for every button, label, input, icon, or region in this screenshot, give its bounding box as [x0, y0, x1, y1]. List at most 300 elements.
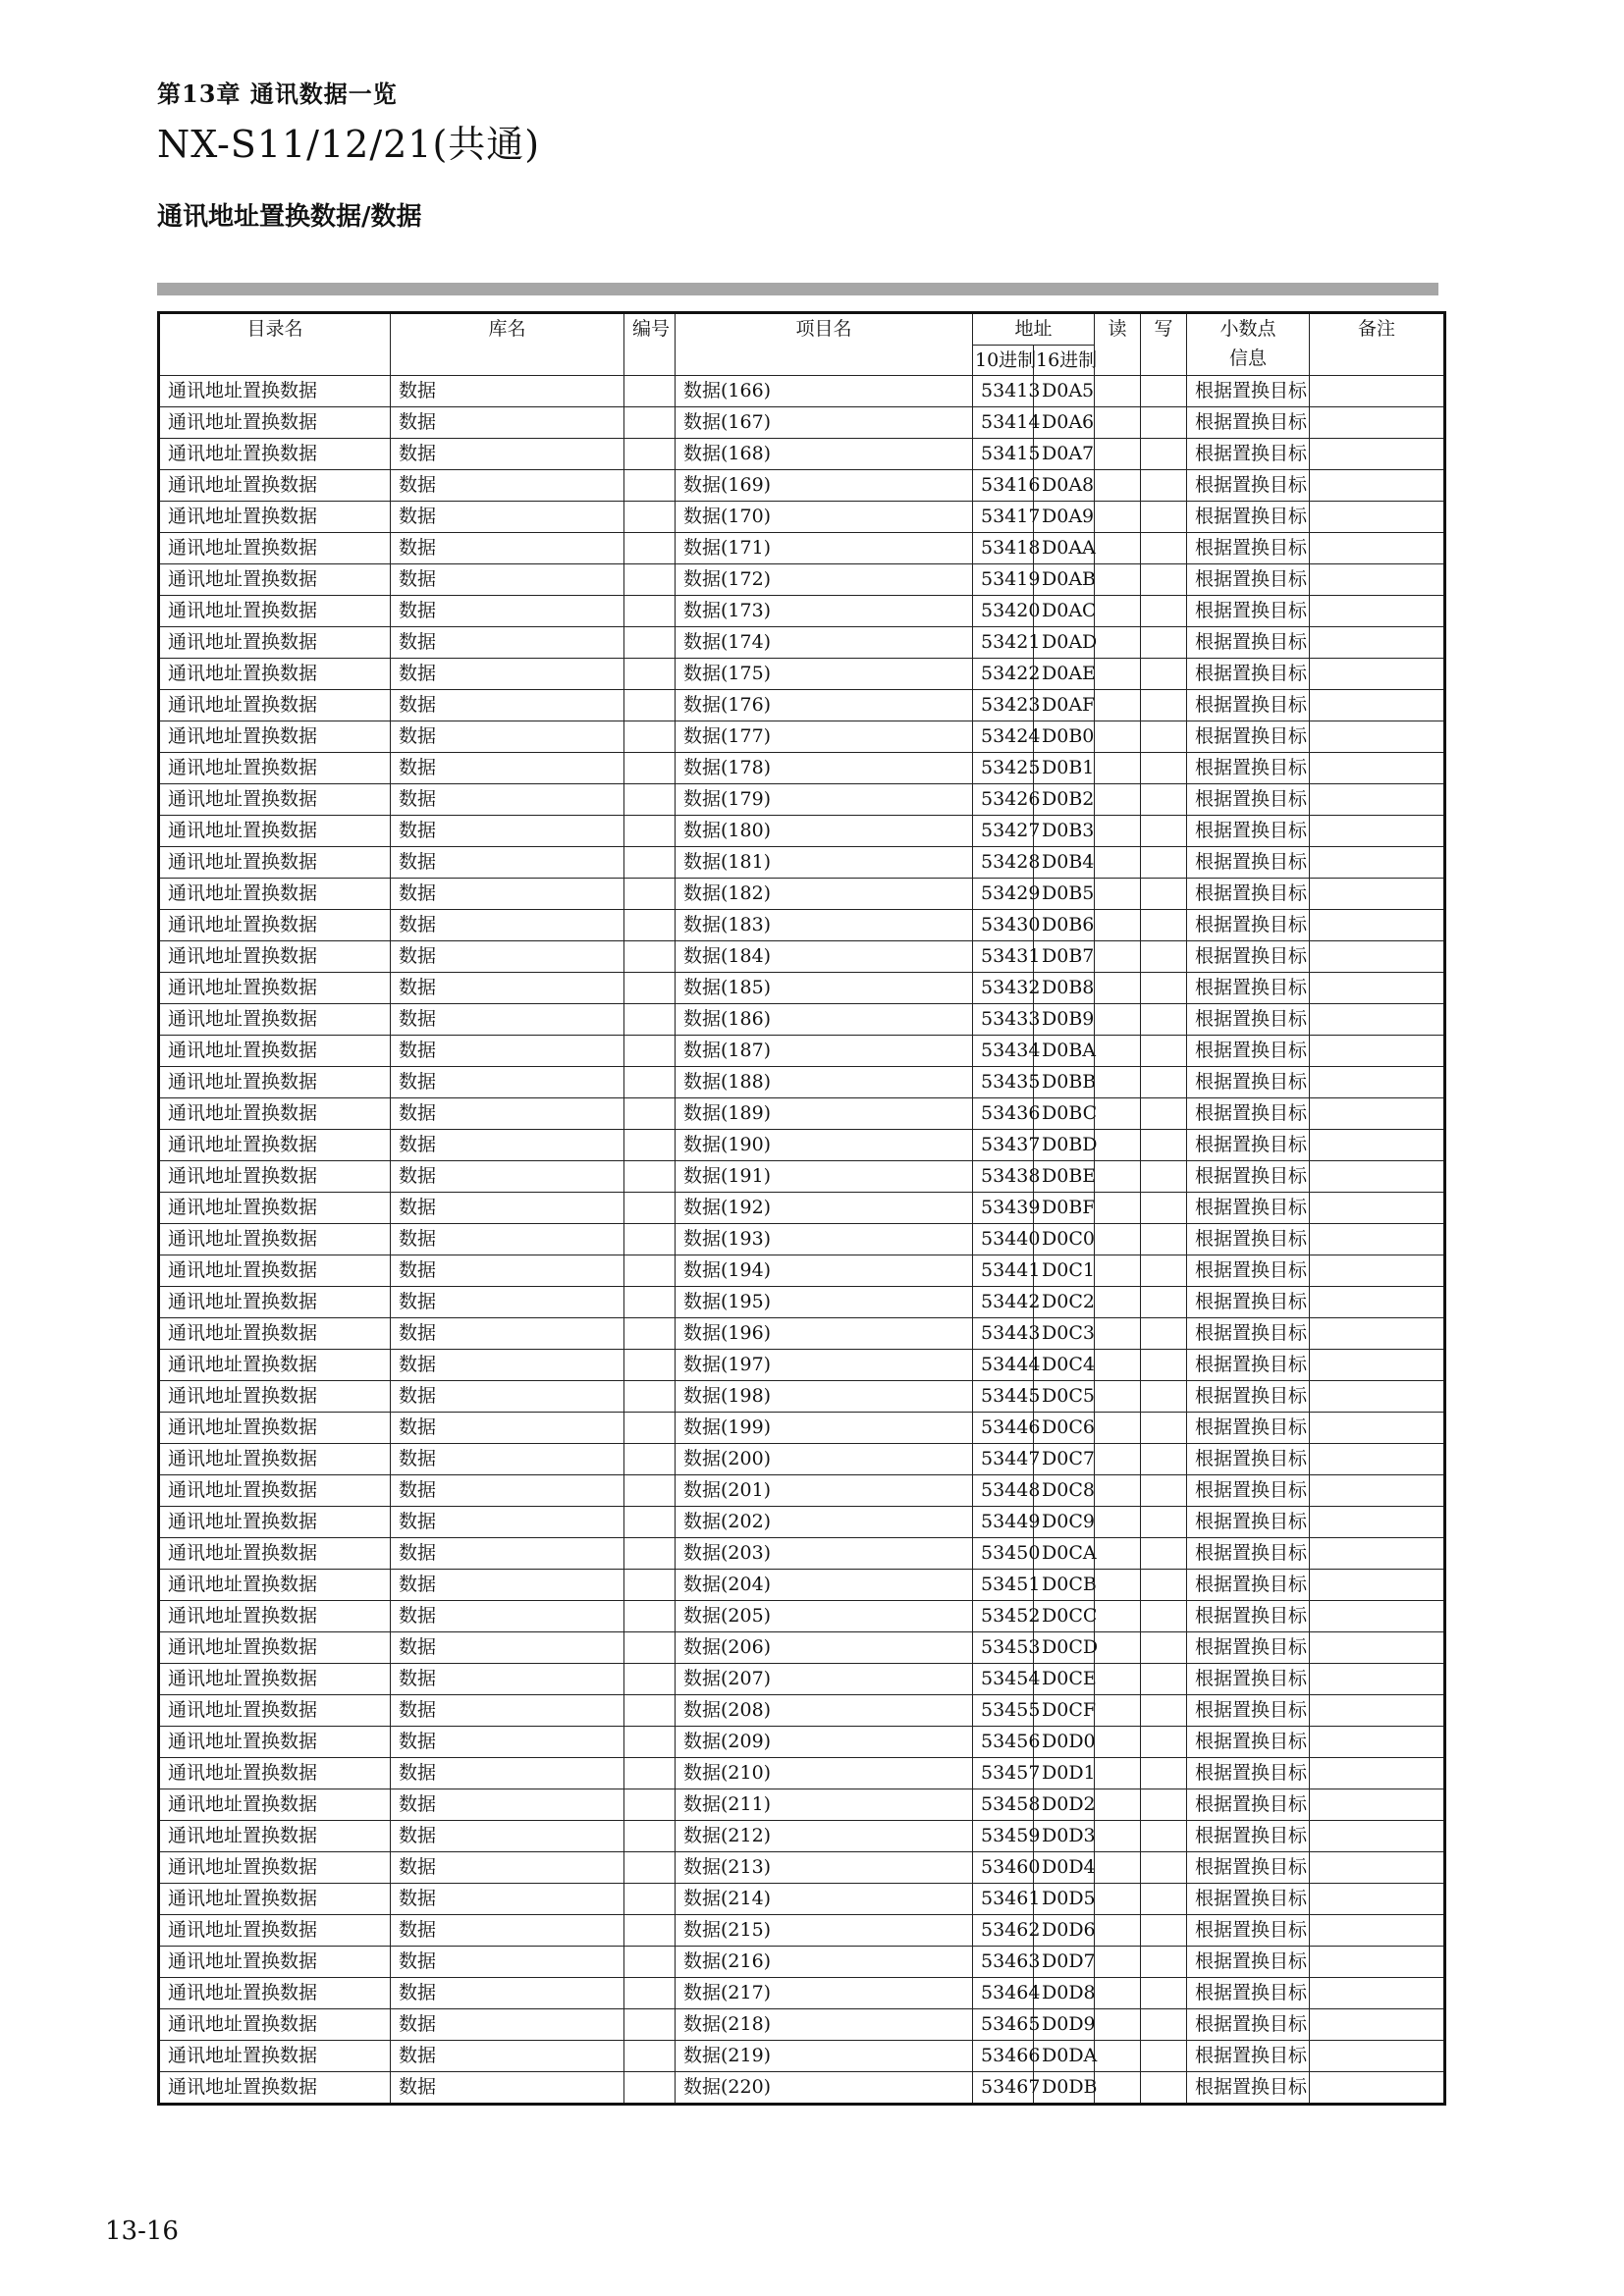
- cell-item: 数据(171): [676, 533, 973, 564]
- cell-decimal: 根据置换目标: [1187, 784, 1310, 816]
- cell-remarks: [1310, 1538, 1445, 1570]
- cell-number: [624, 407, 676, 439]
- table-row: [159, 1852, 1445, 1884]
- cell-number: [624, 1789, 676, 1821]
- cell-decimal: 根据置换目标: [1187, 1727, 1310, 1758]
- cell-number: [624, 1538, 676, 1570]
- cell-hex: D0C0: [1034, 1224, 1095, 1255]
- table-row: [159, 1884, 1445, 1915]
- table-row: [159, 470, 1445, 502]
- cell-read: [1095, 1413, 1141, 1444]
- cell-item: 数据(185): [676, 973, 973, 1004]
- cell-write: [1141, 847, 1187, 879]
- cell-hex: D0D8: [1034, 1978, 1095, 2009]
- cell-read: [1095, 1161, 1141, 1193]
- table-row: [159, 533, 1445, 564]
- cell-decimal: 根据置换目标: [1187, 564, 1310, 596]
- cell-number: [624, 1444, 676, 1475]
- cell-read: [1095, 1884, 1141, 1915]
- table-row: [159, 1287, 1445, 1318]
- cell-decimal: 根据置换目标: [1187, 1978, 1310, 2009]
- cell-write: [1141, 1915, 1187, 1947]
- cell-write: [1141, 879, 1187, 910]
- table-row: [159, 1695, 1445, 1727]
- cell-number: [624, 1381, 676, 1413]
- cell-read: [1095, 2009, 1141, 2041]
- cell-write: [1141, 1381, 1187, 1413]
- header-decimal-info: [1187, 313, 1310, 376]
- cell-decimal: 根据置换目标: [1187, 533, 1310, 564]
- cell-decimal: 根据置换目标: [1187, 721, 1310, 753]
- cell-read: [1095, 2072, 1141, 2105]
- cell-catalog: 通讯地址置换数据: [159, 1381, 391, 1413]
- cell-number: [624, 1632, 676, 1664]
- cell-hex: D0D2: [1034, 1789, 1095, 1821]
- table-row: [159, 721, 1445, 753]
- cell-item: 数据(170): [676, 502, 973, 533]
- cell-number: [624, 564, 676, 596]
- cell-number: [624, 1130, 676, 1161]
- cell-read: [1095, 1789, 1141, 1821]
- cell-write: [1141, 816, 1187, 847]
- table-row: [159, 564, 1445, 596]
- cell-number: [624, 502, 676, 533]
- cell-decimal: 根据置换目标: [1187, 1413, 1310, 1444]
- cell-read: [1095, 1978, 1141, 2009]
- cell-read: [1095, 816, 1141, 847]
- cell-dec: 53457: [973, 1758, 1034, 1789]
- cell-catalog: 通讯地址置换数据: [159, 1947, 391, 1978]
- cell-library: 数据: [391, 1036, 624, 1067]
- cell-dec: 53442: [973, 1287, 1034, 1318]
- cell-decimal: 根据置换目标: [1187, 1632, 1310, 1664]
- cell-write: [1141, 1004, 1187, 1036]
- cell-decimal: 根据置换目标: [1187, 1821, 1310, 1852]
- cell-write: [1141, 659, 1187, 690]
- cell-read: [1095, 1852, 1141, 1884]
- cell-write: [1141, 1130, 1187, 1161]
- cell-remarks: [1310, 2041, 1445, 2072]
- cell-hex: D0CB: [1034, 1570, 1095, 1601]
- cell-dec: 53432: [973, 973, 1034, 1004]
- communication-data-table: [157, 311, 1446, 2106]
- cell-read: [1095, 439, 1141, 470]
- cell-number: [624, 910, 676, 941]
- cell-dec: 53414: [973, 407, 1034, 439]
- cell-dec: 53446: [973, 1413, 1034, 1444]
- cell-remarks: [1310, 470, 1445, 502]
- cell-decimal: 根据置换目标: [1187, 439, 1310, 470]
- cell-item: 数据(210): [676, 1758, 973, 1789]
- cell-item: 数据(220): [676, 2072, 973, 2105]
- cell-decimal: 根据置换目标: [1187, 1318, 1310, 1350]
- cell-remarks: [1310, 941, 1445, 973]
- cell-decimal: 根据置换目标: [1187, 627, 1310, 659]
- cell-dec: 53453: [973, 1632, 1034, 1664]
- header-remarks: 备注: [1310, 313, 1445, 376]
- table-row: [159, 2009, 1445, 2041]
- cell-catalog: 通讯地址置换数据: [159, 1852, 391, 1884]
- cell-remarks: [1310, 439, 1445, 470]
- cell-catalog: 通讯地址置换数据: [159, 407, 391, 439]
- cell-remarks: [1310, 1224, 1445, 1255]
- cell-read: [1095, 659, 1141, 690]
- cell-item: 数据(168): [676, 439, 973, 470]
- cell-dec: 53434: [973, 1036, 1034, 1067]
- cell-remarks: [1310, 1789, 1445, 1821]
- cell-hex: D0B0: [1034, 721, 1095, 753]
- table-header: [159, 313, 1445, 376]
- cell-library: 数据: [391, 1067, 624, 1098]
- cell-remarks: [1310, 1161, 1445, 1193]
- cell-library: 数据: [391, 1947, 624, 1978]
- cell-item: 数据(212): [676, 1821, 973, 1852]
- cell-dec: 53422: [973, 659, 1034, 690]
- cell-number: [624, 1413, 676, 1444]
- cell-write: [1141, 973, 1187, 1004]
- cell-library: 数据: [391, 376, 624, 407]
- cell-read: [1095, 1004, 1141, 1036]
- cell-read: [1095, 1193, 1141, 1224]
- cell-decimal: 根据置换目标: [1187, 1255, 1310, 1287]
- cell-decimal: 根据置换目标: [1187, 1224, 1310, 1255]
- cell-hex: D0A7: [1034, 439, 1095, 470]
- cell-item: 数据(184): [676, 941, 973, 973]
- cell-item: 数据(193): [676, 1224, 973, 1255]
- cell-item: 数据(166): [676, 376, 973, 407]
- cell-library: 数据: [391, 1570, 624, 1601]
- cell-read: [1095, 470, 1141, 502]
- cell-decimal: 根据置换目标: [1187, 816, 1310, 847]
- table-row: [159, 910, 1445, 941]
- cell-hex: D0BB: [1034, 1067, 1095, 1098]
- cell-number: [624, 1318, 676, 1350]
- cell-remarks: [1310, 627, 1445, 659]
- cell-dec: 53417: [973, 502, 1034, 533]
- cell-read: [1095, 1947, 1141, 1978]
- cell-dec: 53440: [973, 1224, 1034, 1255]
- cell-dec: 53431: [973, 941, 1034, 973]
- cell-catalog: 通讯地址置换数据: [159, 1350, 391, 1381]
- cell-hex: D0A6: [1034, 407, 1095, 439]
- table-row: [159, 1915, 1445, 1947]
- cell-write: [1141, 1318, 1187, 1350]
- cell-number: [624, 1287, 676, 1318]
- table-row: [159, 753, 1445, 784]
- cell-remarks: [1310, 1884, 1445, 1915]
- cell-library: 数据: [391, 1789, 624, 1821]
- cell-catalog: 通讯地址置换数据: [159, 564, 391, 596]
- header-hex: 16进制: [1034, 346, 1095, 376]
- cell-hex: D0C4: [1034, 1350, 1095, 1381]
- cell-write: [1141, 407, 1187, 439]
- cell-item: 数据(202): [676, 1507, 973, 1538]
- cell-remarks: [1310, 1727, 1445, 1758]
- cell-library: 数据: [391, 1413, 624, 1444]
- cell-read: [1095, 973, 1141, 1004]
- cell-catalog: 通讯地址置换数据: [159, 1224, 391, 1255]
- cell-hex: D0D0: [1034, 1727, 1095, 1758]
- cell-library: 数据: [391, 1350, 624, 1381]
- table-row: [159, 1978, 1445, 2009]
- cell-library: 数据: [391, 941, 624, 973]
- cell-number: [624, 1727, 676, 1758]
- cell-read: [1095, 1821, 1141, 1852]
- cell-write: [1141, 376, 1187, 407]
- cell-dec: 53466: [973, 2041, 1034, 2072]
- table-row: [159, 1255, 1445, 1287]
- cell-catalog: 通讯地址置换数据: [159, 753, 391, 784]
- cell-library: 数据: [391, 1004, 624, 1036]
- cell-library: 数据: [391, 502, 624, 533]
- table-row: [159, 1350, 1445, 1381]
- cell-catalog: 通讯地址置换数据: [159, 1098, 391, 1130]
- cell-dec: 53429: [973, 879, 1034, 910]
- cell-item: 数据(219): [676, 2041, 973, 2072]
- cell-read: [1095, 1036, 1141, 1067]
- cell-remarks: [1310, 879, 1445, 910]
- cell-remarks: [1310, 1444, 1445, 1475]
- cell-number: [624, 2072, 676, 2105]
- cell-write: [1141, 627, 1187, 659]
- cell-read: [1095, 627, 1141, 659]
- cell-read: [1095, 941, 1141, 973]
- cell-library: 数据: [391, 1255, 624, 1287]
- cell-hex: D0D4: [1034, 1852, 1095, 1884]
- cell-dec: 53437: [973, 1130, 1034, 1161]
- table-row: [159, 784, 1445, 816]
- table-row: [159, 973, 1445, 1004]
- cell-item: 数据(178): [676, 753, 973, 784]
- cell-dec: 53430: [973, 910, 1034, 941]
- cell-read: [1095, 1350, 1141, 1381]
- table-row: [159, 1004, 1445, 1036]
- cell-remarks: [1310, 407, 1445, 439]
- cell-catalog: 通讯地址置换数据: [159, 1161, 391, 1193]
- cell-write: [1141, 1727, 1187, 1758]
- cell-catalog: 通讯地址置换数据: [159, 690, 391, 721]
- cell-remarks: [1310, 721, 1445, 753]
- cell-hex: D0C5: [1034, 1381, 1095, 1413]
- cell-library: 数据: [391, 1632, 624, 1664]
- cell-item: 数据(186): [676, 1004, 973, 1036]
- cell-dec: 53441: [973, 1255, 1034, 1287]
- cell-read: [1095, 1130, 1141, 1161]
- section-title: 通讯地址置换数据/数据: [157, 202, 422, 232]
- cell-hex: D0DA: [1034, 2041, 1095, 2072]
- cell-write: [1141, 1695, 1187, 1727]
- cell-dec: 53462: [973, 1915, 1034, 1947]
- cell-number: [624, 816, 676, 847]
- cell-dec: 53455: [973, 1695, 1034, 1727]
- cell-dec: 53456: [973, 1727, 1034, 1758]
- cell-decimal: 根据置换目标: [1187, 1758, 1310, 1789]
- header-library: 库名: [391, 313, 624, 376]
- cell-number: [624, 533, 676, 564]
- cell-item: 数据(214): [676, 1884, 973, 1915]
- cell-remarks: [1310, 1664, 1445, 1695]
- cell-decimal: 根据置换目标: [1187, 1004, 1310, 1036]
- table-row: [159, 1664, 1445, 1695]
- cell-dec: 53461: [973, 1884, 1034, 1915]
- cell-remarks: [1310, 2009, 1445, 2041]
- cell-decimal: 根据置换目标: [1187, 1789, 1310, 1821]
- cell-write: [1141, 1947, 1187, 1978]
- cell-dec: 53444: [973, 1350, 1034, 1381]
- cell-decimal: 根据置换目标: [1187, 1664, 1310, 1695]
- cell-catalog: 通讯地址置换数据: [159, 470, 391, 502]
- cell-hex: D0C8: [1034, 1475, 1095, 1507]
- header-decimal-line1: 小数点: [1219, 318, 1276, 340]
- cell-read: [1095, 1224, 1141, 1255]
- cell-decimal: 根据置换目标: [1187, 1947, 1310, 1978]
- cell-decimal: 根据置换目标: [1187, 2009, 1310, 2041]
- cell-read: [1095, 1098, 1141, 1130]
- cell-write: [1141, 564, 1187, 596]
- cell-library: 数据: [391, 627, 624, 659]
- cell-hex: D0C7: [1034, 1444, 1095, 1475]
- cell-number: [624, 1098, 676, 1130]
- cell-write: [1141, 1036, 1187, 1067]
- cell-catalog: 通讯地址置换数据: [159, 2072, 391, 2105]
- cell-read: [1095, 1255, 1141, 1287]
- cell-catalog: 通讯地址置换数据: [159, 1884, 391, 1915]
- cell-decimal: 根据置换目标: [1187, 1444, 1310, 1475]
- cell-item: 数据(173): [676, 596, 973, 627]
- cell-hex: D0D3: [1034, 1821, 1095, 1852]
- cell-decimal: 根据置换目标: [1187, 1381, 1310, 1413]
- cell-item: 数据(207): [676, 1664, 973, 1695]
- cell-dec: 53465: [973, 2009, 1034, 2041]
- cell-library: 数据: [391, 564, 624, 596]
- cell-hex: D0DB: [1034, 2072, 1095, 2105]
- table-body: [159, 376, 1445, 2105]
- cell-write: [1141, 470, 1187, 502]
- cell-decimal: 根据置换目标: [1187, 1161, 1310, 1193]
- cell-catalog: 通讯地址置换数据: [159, 659, 391, 690]
- cell-hex: D0B1: [1034, 753, 1095, 784]
- cell-number: [624, 2041, 676, 2072]
- cell-catalog: 通讯地址置换数据: [159, 1507, 391, 1538]
- cell-item: 数据(197): [676, 1350, 973, 1381]
- cell-hex: D0B5: [1034, 879, 1095, 910]
- cell-remarks: [1310, 1287, 1445, 1318]
- cell-catalog: 通讯地址置换数据: [159, 439, 391, 470]
- cell-dec: 53433: [973, 1004, 1034, 1036]
- cell-item: 数据(205): [676, 1601, 973, 1632]
- cell-catalog: 通讯地址置换数据: [159, 1287, 391, 1318]
- table-row: [159, 941, 1445, 973]
- cell-dec: 53467: [973, 2072, 1034, 2105]
- cell-catalog: 通讯地址置换数据: [159, 879, 391, 910]
- cell-write: [1141, 910, 1187, 941]
- cell-write: [1141, 1884, 1187, 1915]
- cell-number: [624, 1255, 676, 1287]
- cell-decimal: 根据置换目标: [1187, 1852, 1310, 1884]
- cell-decimal: 根据置换目标: [1187, 1193, 1310, 1224]
- cell-remarks: [1310, 1004, 1445, 1036]
- cell-remarks: [1310, 1570, 1445, 1601]
- cell-hex: D0BE: [1034, 1161, 1095, 1193]
- cell-remarks: [1310, 1758, 1445, 1789]
- cell-hex: D0BF: [1034, 1193, 1095, 1224]
- table-row: [159, 1067, 1445, 1098]
- cell-dec: 53436: [973, 1098, 1034, 1130]
- cell-remarks: [1310, 659, 1445, 690]
- cell-dec: 53435: [973, 1067, 1034, 1098]
- cell-number: [624, 1004, 676, 1036]
- cell-write: [1141, 502, 1187, 533]
- cell-hex: D0C6: [1034, 1413, 1095, 1444]
- cell-write: [1141, 784, 1187, 816]
- cell-dec: 53413: [973, 376, 1034, 407]
- cell-catalog: 通讯地址置换数据: [159, 376, 391, 407]
- table-row: [159, 1601, 1445, 1632]
- cell-remarks: [1310, 1318, 1445, 1350]
- header-number: 编号: [624, 313, 676, 376]
- cell-number: [624, 753, 676, 784]
- table-row: [159, 1758, 1445, 1789]
- cell-number: [624, 1507, 676, 1538]
- cell-write: [1141, 2072, 1187, 2105]
- cell-catalog: 通讯地址置换数据: [159, 502, 391, 533]
- cell-write: [1141, 1507, 1187, 1538]
- cell-hex: D0D1: [1034, 1758, 1095, 1789]
- cell-catalog: 通讯地址置换数据: [159, 1413, 391, 1444]
- cell-dec: 53454: [973, 1664, 1034, 1695]
- cell-item: 数据(181): [676, 847, 973, 879]
- cell-dec: 53418: [973, 533, 1034, 564]
- cell-decimal: 根据置换目标: [1187, 1507, 1310, 1538]
- header-item: 项目名: [676, 313, 973, 376]
- cell-remarks: [1310, 1381, 1445, 1413]
- cell-decimal: 根据置换目标: [1187, 1695, 1310, 1727]
- cell-dec: 53424: [973, 721, 1034, 753]
- cell-write: [1141, 1224, 1187, 1255]
- cell-library: 数据: [391, 1758, 624, 1789]
- cell-catalog: 通讯地址置换数据: [159, 627, 391, 659]
- cell-read: [1095, 1695, 1141, 1727]
- cell-hex: D0B3: [1034, 816, 1095, 847]
- cell-dec: 53464: [973, 1978, 1034, 2009]
- cell-write: [1141, 1255, 1187, 1287]
- cell-read: [1095, 1507, 1141, 1538]
- cell-decimal: 根据置换目标: [1187, 973, 1310, 1004]
- cell-write: [1141, 1287, 1187, 1318]
- table-row: [159, 1789, 1445, 1821]
- cell-hex: D0A8: [1034, 470, 1095, 502]
- cell-hex: D0D6: [1034, 1915, 1095, 1947]
- page-number: 13-16: [105, 2216, 179, 2246]
- cell-read: [1095, 910, 1141, 941]
- cell-catalog: 通讯地址置换数据: [159, 973, 391, 1004]
- cell-number: [624, 1036, 676, 1067]
- cell-decimal: 根据置换目标: [1187, 847, 1310, 879]
- table-row: [159, 2041, 1445, 2072]
- table-row: [159, 1570, 1445, 1601]
- cell-number: [624, 973, 676, 1004]
- cell-remarks: [1310, 784, 1445, 816]
- cell-hex: D0AC: [1034, 596, 1095, 627]
- cell-catalog: 通讯地址置换数据: [159, 1789, 391, 1821]
- cell-number: [624, 784, 676, 816]
- cell-read: [1095, 1915, 1141, 1947]
- cell-number: [624, 470, 676, 502]
- cell-dec: 53439: [973, 1193, 1034, 1224]
- cell-decimal: 根据置换目标: [1187, 879, 1310, 910]
- cell-decimal: 根据置换目标: [1187, 1287, 1310, 1318]
- cell-number: [624, 1664, 676, 1695]
